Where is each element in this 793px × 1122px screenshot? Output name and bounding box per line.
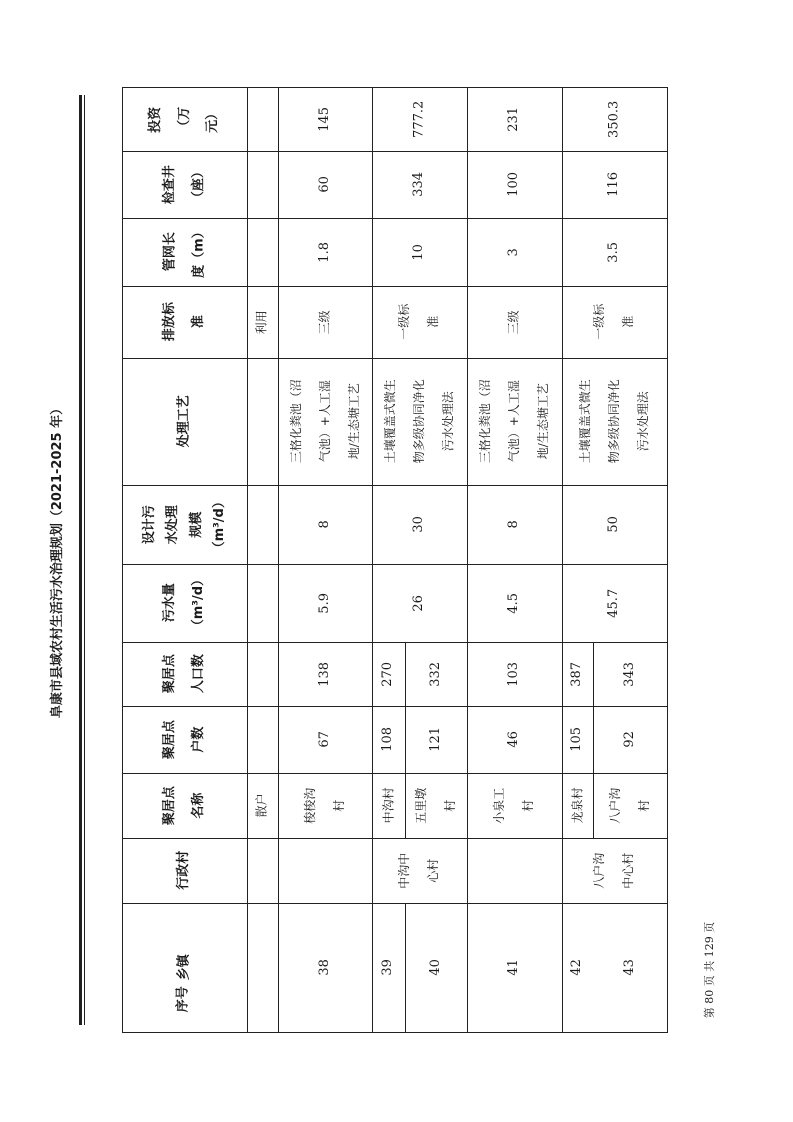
manholes-cell	[372, 151, 467, 218]
admin-village-text: 中沟中 心村	[397, 852, 441, 889]
header-settlement-name	[123, 773, 247, 838]
households-text: 92	[621, 731, 637, 748]
investment-cell	[372, 88, 467, 151]
settlement-cell	[562, 773, 593, 838]
process-text: 土壤覆盖式微生 物多级协同净化 污水处理法	[578, 379, 650, 464]
seq-text: 41	[506, 959, 522, 976]
pipe-cell	[278, 218, 372, 286]
households-text: 46	[506, 731, 522, 748]
sewage-cell	[467, 564, 562, 642]
scale-cell	[278, 485, 372, 564]
header-settlement-name-text: 聚居点 名称	[162, 785, 206, 826]
pipe-text: 10	[411, 243, 427, 261]
header-households	[123, 706, 247, 773]
population-cell	[467, 642, 562, 706]
standard-cell	[372, 286, 467, 358]
header-pipe-length	[123, 218, 247, 286]
standard-text: 三级	[317, 309, 332, 334]
header-population	[123, 642, 247, 706]
manholes-cell	[467, 151, 562, 218]
header-population-text: 聚居点 人口数	[162, 654, 206, 694]
population-text: 138	[316, 661, 332, 687]
scale-cell	[372, 485, 467, 564]
process-text: 土壤覆盖式微生 物多级协同净化 污水处理法	[383, 379, 455, 464]
manholes-text: 334	[411, 172, 427, 197]
header-pipe-length-text: 管网长 度（m）	[162, 225, 206, 279]
scale-text: 50	[606, 516, 622, 533]
seq-text: 43	[621, 959, 637, 976]
process-cell	[562, 358, 667, 485]
process-cell	[278, 358, 372, 485]
settlement-text: 小泉工 村	[492, 787, 536, 824]
header-sewage-text: 污水量 （m³/d）	[162, 573, 206, 633]
pipe-text: 1.8	[316, 241, 332, 263]
pipe-cell	[372, 218, 467, 286]
header-rule-thick	[79, 95, 82, 1025]
manholes-cell	[562, 151, 667, 218]
seq-text: 42	[569, 959, 585, 976]
header-investment	[123, 88, 247, 151]
population-cell	[372, 642, 405, 706]
households-text: 67	[316, 731, 332, 748]
population-text: 332	[427, 661, 443, 687]
settlement-cell	[278, 773, 372, 838]
pipe-cell	[467, 218, 562, 286]
header-design-scale-text: 设计污 水处理 规模 （m³/d）	[142, 494, 228, 555]
settlement-text: 八户沟 村	[608, 787, 651, 824]
population-cell	[278, 642, 372, 706]
seq-cell	[562, 903, 593, 1032]
settlement-cell	[593, 773, 667, 838]
sewage-text: 4.5	[506, 592, 522, 614]
header-process-text: 处理工艺	[176, 395, 192, 448]
manholes-text: 100	[506, 172, 522, 197]
header-sewage	[123, 564, 247, 642]
sewage-text: 45.7	[606, 588, 622, 618]
manholes-cell	[278, 151, 372, 218]
header-investment-text: 投资 （万 元）	[148, 106, 221, 133]
header-town-text: 乡镇	[176, 954, 192, 981]
page-footer: 第 80 页 共 129 页	[703, 921, 716, 1019]
scale-text: 30	[411, 516, 427, 533]
population-text: 103	[506, 661, 522, 687]
header-rule-thin	[84, 95, 85, 1025]
households-cell	[405, 706, 467, 773]
households-cell	[372, 706, 405, 773]
manholes-text: 116	[606, 172, 622, 197]
header-admin-village-text: 行政村	[176, 850, 192, 891]
header-households-text: 聚居点 户数	[162, 719, 206, 760]
sewage-text: 5.9	[316, 592, 332, 614]
seq-text: 39	[380, 959, 396, 976]
settlement-cell	[247, 773, 278, 838]
manholes-text: 60	[316, 176, 332, 193]
process-text: 三格化粪池（沼 气池）+人工湿 地/生态塘工艺	[478, 379, 550, 464]
standard-cell	[562, 286, 667, 358]
header-seq	[122, 967, 246, 1031]
grid-line	[247, 88, 248, 1032]
scale-cell	[467, 485, 562, 564]
settlement-text: 散户	[255, 793, 270, 818]
population-text: 387	[569, 661, 585, 687]
households-cell	[278, 706, 372, 773]
households-cell	[562, 706, 593, 773]
standard-text: 一级标 准	[397, 303, 441, 341]
seq-text: 38	[316, 959, 332, 976]
standard-text: 三级	[507, 309, 522, 334]
process-cell	[372, 358, 467, 485]
investment-cell	[467, 88, 562, 151]
seq-text: 40	[427, 959, 443, 976]
sewage-plan-table	[122, 87, 668, 1033]
settlement-cell	[372, 773, 405, 838]
header-admin-village	[123, 838, 247, 903]
standard-cell	[247, 286, 278, 358]
households-text: 105	[569, 727, 585, 752]
investment-text: 145	[316, 107, 332, 132]
investment-text: 350.3	[606, 100, 622, 139]
process-cell	[467, 358, 562, 485]
investment-text: 231	[506, 107, 522, 132]
households-text: 121	[427, 727, 443, 752]
header-design-scale	[123, 485, 247, 564]
seq-cell	[278, 903, 372, 1032]
admin-village-cell	[372, 838, 467, 903]
settlement-cell	[467, 773, 562, 838]
admin-village-text: 八户沟 中心村	[592, 852, 636, 889]
seq-cell	[372, 903, 405, 1032]
population-text: 343	[621, 661, 637, 687]
process-text: 三格化粪池（沼 气池）+人工湿 地/生态塘工艺	[288, 379, 361, 464]
households-cell	[467, 706, 562, 773]
standard-cell	[278, 286, 372, 358]
document-title: 阜康市县域农村生活污水治理规划（2021-2025 年）	[50, 401, 65, 719]
header-seq-text: 序号	[175, 985, 191, 1013]
sewage-cell	[372, 564, 467, 642]
scale-text: 8	[506, 520, 522, 529]
standard-text: 一级标 准	[592, 303, 636, 341]
settlement-text: 龙泉村	[570, 787, 585, 824]
sewage-text: 26	[411, 594, 427, 612]
header-standard-text: 排放标 准	[162, 302, 206, 342]
header-standard	[123, 286, 247, 358]
settlement-text: 中沟村	[381, 787, 396, 824]
admin-village-cell	[562, 838, 667, 903]
population-cell	[593, 642, 667, 706]
seq-cell	[405, 903, 467, 1032]
scale-cell	[562, 485, 667, 564]
pipe-cell	[562, 218, 667, 286]
investment-cell	[278, 88, 372, 151]
pipe-text: 3.5	[606, 241, 622, 263]
sewage-cell	[278, 564, 372, 642]
households-cell	[593, 706, 667, 773]
households-text: 108	[380, 727, 396, 752]
scale-text: 8	[316, 520, 332, 529]
population-text: 270	[380, 661, 396, 687]
settlement-cell	[405, 773, 467, 838]
investment-text: 777.2	[411, 100, 427, 139]
header-manholes	[123, 151, 247, 218]
header-manholes-text: 检查井 （座）	[162, 164, 206, 205]
standard-text: 利用	[255, 309, 270, 334]
population-cell	[562, 642, 593, 706]
seq-cell	[467, 903, 562, 1032]
settlement-text: 五里墩 村	[414, 787, 457, 824]
sewage-cell	[562, 564, 667, 642]
seq-cell	[593, 903, 667, 1032]
population-cell	[405, 642, 467, 706]
pipe-text: 3	[506, 247, 522, 257]
header-process	[123, 358, 247, 485]
standard-cell	[467, 286, 562, 358]
investment-cell	[562, 88, 667, 151]
settlement-text: 梭梭沟 村	[303, 787, 346, 824]
